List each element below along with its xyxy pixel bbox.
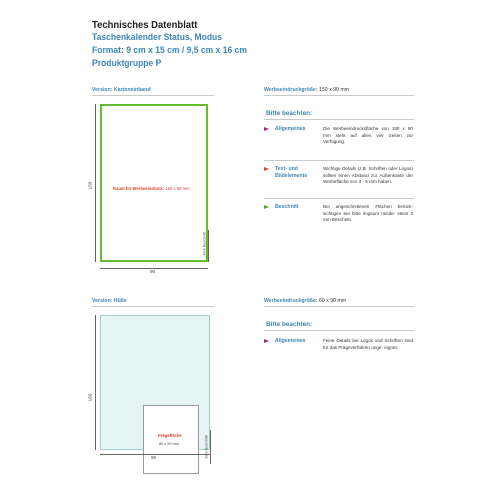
triangle-icon: [264, 339, 269, 343]
product-name: Taschenkalender Status, Modus: [92, 32, 223, 43]
triangle-icon: [264, 205, 269, 209]
note-text: Die Werbeeindrucksfläche von 150 x 90 mm steht auf allen vier Seiten zur Verfügung.: [323, 126, 413, 144]
note-general: [264, 126, 414, 148]
bleed-dimension-line: [208, 230, 209, 262]
note-label: Beschnitt: [275, 204, 299, 210]
height-dimension-line: [95, 315, 96, 450]
height-dimension-label: 150: [87, 181, 93, 190]
width-dimension-label: 90: [150, 269, 156, 274]
section-divider: [264, 160, 414, 161]
cover-print-area: [100, 104, 208, 262]
note-label: Allgemeines: [275, 126, 306, 132]
print-area-caption: Raum für Werbeeindruck: 150 x 90 mm: [113, 186, 190, 191]
print-area-value: 150 x 90 mm: [318, 87, 349, 93]
triangle-icon: [264, 167, 269, 171]
embossing-area: [143, 405, 199, 474]
note-text: Feine Details bei Logos und Schriften sind für das Prägeverfahren unge- eignet.: [323, 338, 413, 350]
section-divider: [264, 306, 414, 307]
height-dimension-label: 160: [87, 393, 93, 402]
version-label: Version: Kartoneinband: [92, 87, 151, 93]
embossing-label: Prägefläche: [158, 433, 182, 438]
note-general: [264, 338, 414, 360]
embossing-size: 60 x 90 mm: [159, 442, 179, 446]
note-bleed: [264, 204, 414, 226]
version-label: Version: Hülle: [92, 298, 127, 304]
print-area-value: 60 x 90 mm: [318, 298, 347, 304]
note-label: Text- und Bildelemente: [275, 166, 308, 179]
note-text-elements: [264, 166, 414, 194]
print-area-size: [264, 87, 349, 93]
bleed-dimension-line: [210, 430, 211, 464]
section-divider: [264, 95, 414, 96]
print-area-label: Werbeeindruckgröße:: [264, 87, 318, 93]
bleed-label: 3mm Beschnitt: [204, 435, 209, 459]
width-dimension-label: 95: [151, 455, 157, 460]
product-format: Format: 9 cm x 15 cm / 9,5 cm x 16 cm: [92, 45, 247, 56]
section-divider: [264, 198, 414, 199]
section-divider: [92, 306, 214, 307]
note-text: Wichtige Details (z.B. Schriften oder Logos) sollten einen Abstand zur Außenkante der Werbefläche von 3 - 5 mm haben.: [323, 166, 413, 184]
note-text: Bei angeschnittenen Flächen berück- sichtigen Sie bitte ringsum minde- stens 3 mm Beschnitt.: [323, 204, 413, 222]
note-label: Allgemeines: [275, 338, 306, 344]
print-area-size: [264, 298, 346, 304]
document-title: Technisches Datenblatt: [92, 19, 198, 31]
section-divider: [264, 330, 414, 331]
section-divider: [264, 119, 414, 120]
print-area-label: Werbeeindruckgröße:: [264, 298, 318, 304]
notes-heading: Bitte beachten:: [266, 110, 313, 117]
section-divider: [92, 95, 214, 96]
notes-heading: Bitte beachten:: [266, 321, 313, 328]
bleed-label: 3mm Beschnitt: [202, 232, 207, 256]
height-dimension-line: [95, 104, 96, 262]
triangle-icon: [264, 127, 269, 131]
product-group: Produktgruppe P: [92, 58, 162, 69]
